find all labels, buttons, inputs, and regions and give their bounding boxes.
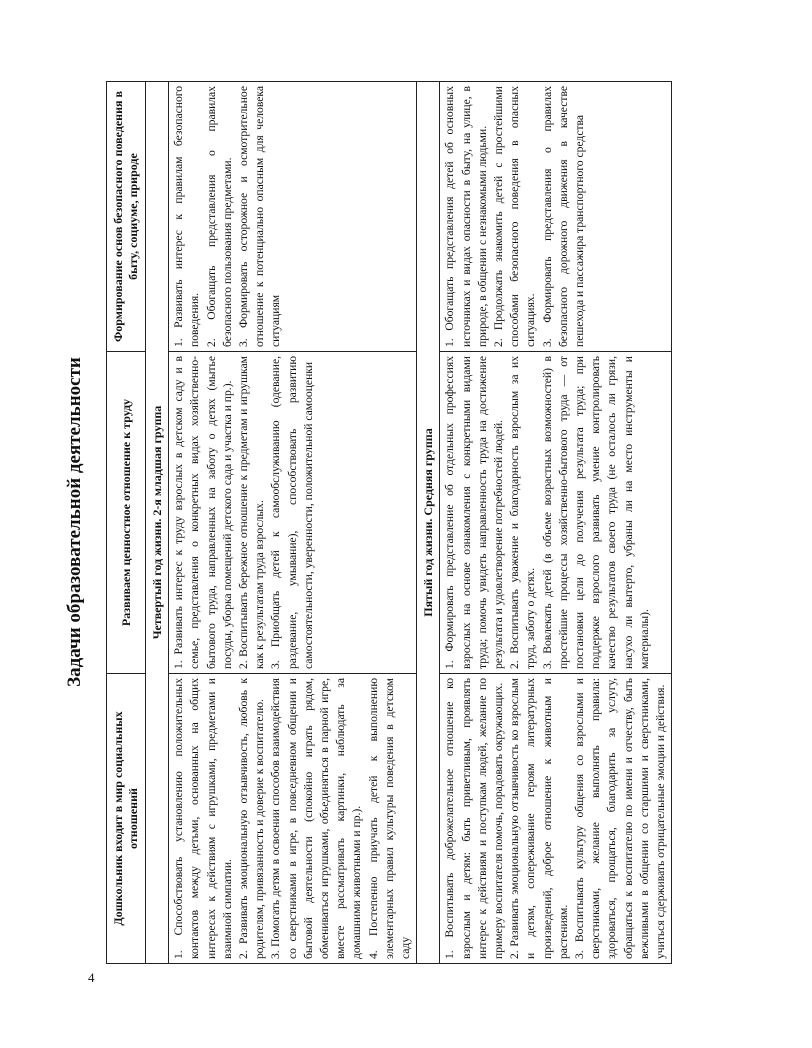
section-heading: Четвертый год жизни. 2-я младшая группа — [146, 82, 169, 964]
table-row — [440, 82, 672, 964]
task-item: 1. Формировать представление об отдельных профессиях взрослых на основе ознакомления с конкретными видами труда; помочь увидеть направленность труда на достижение результата и удовлетворение потребностей людей. — [443, 356, 506, 669]
task-item: 1. Развивать интерес к труду взрослых в детском саду и в семье, представления о конкретных видах хозяйственно-бытового труда, направленных на заботу о детях (мытье посуды, уборка помещений детского сада и участка и пр.). — [172, 356, 234, 669]
column-header-labor: Развиваем ценностное отношение к труду — [107, 352, 146, 674]
task-item: 2. Развивать эмоциональную отзывчивость, любовь к родителям, привязанность и доверие к воспитателю. — [237, 678, 267, 959]
table-cell — [169, 674, 417, 964]
task-item: 2. Обогащать представления о правилах безопасного пользования предметами. — [204, 86, 234, 347]
column-header-social: Дошкольник входит в мир социальных отношений — [107, 674, 146, 964]
task-item: 1. Способствовать установлению положительных контактов между детьми, основанных на общих интересах к действиям с игрушками, предметами и взаимной симпатии. — [172, 678, 234, 959]
task-item: 4. Постепенно приучать детей к выполнению элементарных правил культуры поведения в детском саду — [366, 678, 413, 959]
task-item: 2. Воспитывать уважение и благодарность взрослым за их труд, заботу о детях. — [508, 356, 538, 669]
task-item: 3. Воспитывать культуру общения со взрослыми и сверстниками, желание выполнять правила: здороваться, прощаться, благодарить за услугу, обращаться к воспитателю по имени и отчеству, быть вежливыми в общении со старшими и сверстниками, учиться сдерживать отрицательные эмоции и действия. — [573, 678, 668, 959]
task-item: 3. Формировать осторожное и осмотрительное отношение к потенциально опасным для человека ситуациям — [237, 86, 283, 347]
tasks-table — [106, 81, 672, 964]
page-title: Задачи образовательной деятельности — [64, 357, 85, 687]
section-heading-row — [146, 82, 169, 964]
table-cell — [440, 82, 672, 352]
header-row — [107, 82, 146, 964]
task-item: 2. Продолжать знакомить детей с простейшими способами безопасного поведения в опасных ситуациях. — [492, 86, 538, 347]
table-row — [169, 82, 417, 964]
table-cell — [440, 674, 672, 964]
column-header-safety: Формирование основ безопасного поведения в быту, социуме, природе — [107, 82, 146, 352]
task-item: 1. Обогащать представления детей об основных источниках и видах опасности в быту, на улице, в природе, в общении с незнакомыми людьми. — [443, 86, 489, 347]
task-item: 3. Приобщать детей к самообслуживанию (одевание, раздевание, умывание), способствовать развитию самостоятельности, уверенности, положительной самооценки — [269, 356, 315, 669]
task-item: 1. Развивать интерес к правилам безопасного поведения. — [172, 86, 202, 347]
section-heading-row — [417, 82, 440, 964]
table-cell — [169, 82, 417, 352]
task-item: 3. Формировать представления о правилах безопасного дорожного движения в качестве пешехода и пассажира транспортного средства — [540, 86, 587, 347]
table-cell — [169, 352, 417, 674]
table-cell — [440, 352, 672, 674]
task-item: 2. Воспитывать бережное отношение к предметам и игрушкам как к результатам труда взрослых. — [237, 356, 267, 669]
task-item: 3. Вовлекать детей (в объеме возрастных возможностей) в простейшие процессы хозяйственно-бытового труда — от постановки цели до получения результата труда; при поддержке взрослого развивать умение контролировать качество результатов своего труда (не осталось ли грязи, насухо ли вытерто, убраны ли на место инструменты и материалы). — [540, 356, 651, 669]
page-number: 4 — [88, 970, 95, 985]
task-item: 1. Воспитывать доброжелательное отношение ко взрослым и детям: быть приветливым, проявлять интерес к действиям и поступкам людей, желание по примеру воспитателя помочь, порадовать окружающих. — [443, 678, 506, 959]
task-item: 2. Развивать эмоциональную отзывчивость ко взрослым и детям, сопереживание героям литературных произведений, доброе отношение к животным и растениям. — [508, 678, 570, 959]
task-item: 3. Помогать детям в освоении способов взаимодействия со сверстниками в игре, в повседневном общении и бытовой деятельности (спокойно играть рядом, обмениваться игрушками, объединяться в парной игре, вместе рассматривать картинки, наблюдать за домашними животными и пр.). — [269, 678, 364, 959]
section-heading: Пятый год жизни. Средняя группа — [417, 82, 440, 964]
